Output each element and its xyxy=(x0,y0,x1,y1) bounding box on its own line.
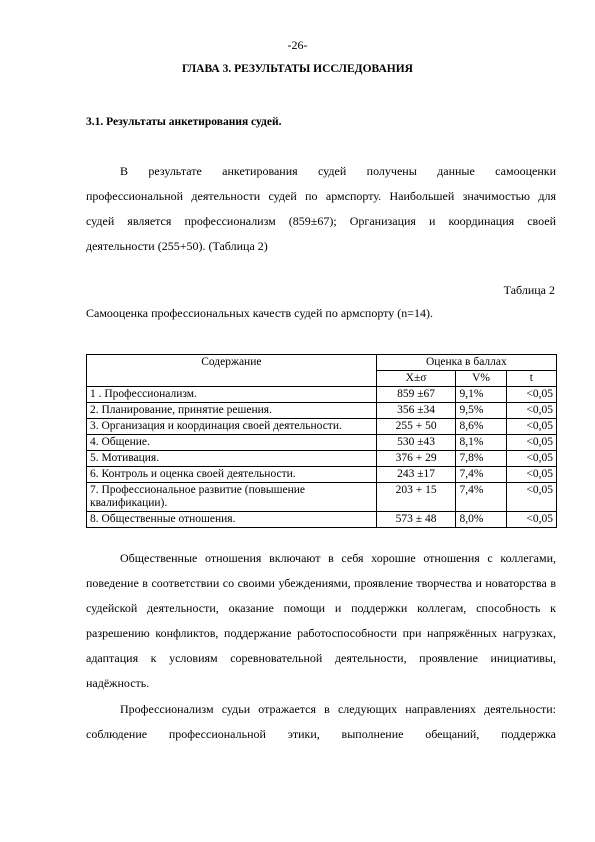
table-row xyxy=(87,387,557,403)
table-row xyxy=(87,451,557,467)
paragraph-line: адаптация к условиям соревновательной деятельности, проявление инициативы, xyxy=(86,651,556,665)
row-variation: 9,5% xyxy=(456,403,506,419)
row-mean: 376 + 29 xyxy=(376,451,456,467)
table-row xyxy=(87,467,557,483)
paragraph-line: судей является профессионализм (859±67); Организация и координация своей xyxy=(86,214,556,228)
row-variation: 8,6% xyxy=(456,419,506,435)
paragraph-line: разрешению конфликтов, поддержание работоспособности при напряжённых нагрузках, xyxy=(86,626,556,640)
paragraph-line: В результате анкетирования судей получены данные самооценки xyxy=(120,164,556,178)
row-variation: 7,4% xyxy=(456,467,506,483)
row-content: 3. Организация и координация своей деятельности. xyxy=(87,419,377,435)
subheader-variation: V% xyxy=(456,371,506,387)
row-t: <0,05 xyxy=(506,512,556,528)
paragraph-line: Общественные отношения включают в себя хорошие отношения с коллегами, xyxy=(120,551,556,565)
subheader-t: t xyxy=(506,371,556,387)
row-t: <0,05 xyxy=(506,483,556,512)
paragraph-line: надёжность. xyxy=(86,676,150,690)
row-t: <0,05 xyxy=(506,451,556,467)
row-content: 4. Общение. xyxy=(87,435,377,451)
row-mean: 530 ±43 xyxy=(376,435,456,451)
row-t: <0,05 xyxy=(506,419,556,435)
paragraph-line: деятельности (255+50). (Таблица 2) xyxy=(86,239,268,253)
intro-paragraph xyxy=(86,159,556,259)
table-header-row xyxy=(87,355,557,371)
chapter-title: ГЛАВА 3. РЕЗУЛЬТАТЫ ИССЛЕДОВАНИЯ xyxy=(182,63,413,75)
row-mean: 243 ±17 xyxy=(376,467,456,483)
row-content: 6. Контроль и оценка своей деятельности. xyxy=(87,467,377,483)
header-content: Содержание xyxy=(87,355,377,387)
row-content: 2. Планирование, принятие решения. xyxy=(87,403,377,419)
paragraph-line: Профессионализм судьи отражается в следующих направлениях деятельности: xyxy=(120,702,556,716)
row-mean: 255 + 50 xyxy=(376,419,456,435)
social-relations-paragraph xyxy=(86,546,556,696)
row-mean: 203 + 15 xyxy=(376,483,456,512)
row-variation: 8,0% xyxy=(456,512,506,528)
row-t: <0,05 xyxy=(506,435,556,451)
row-content: 5. Мотивация. xyxy=(87,451,377,467)
table-row xyxy=(87,512,557,528)
table-row xyxy=(87,435,557,451)
section-title: 3.1. Результаты анкетирования судей. xyxy=(86,116,282,128)
row-t: <0,05 xyxy=(506,467,556,483)
row-t: <0,05 xyxy=(506,387,556,403)
professionalism-paragraph xyxy=(86,697,556,747)
self-assessment-table xyxy=(86,354,557,528)
row-mean: 356 ±34 xyxy=(376,403,456,419)
table-row xyxy=(87,403,557,419)
table-caption: Самооценка профессиональных качеств судей по армспорту (n=14). xyxy=(86,306,434,320)
subheader-mean: X±σ xyxy=(376,371,456,387)
row-variation: 8,1% xyxy=(456,435,506,451)
table-row xyxy=(87,419,557,435)
row-t: <0,05 xyxy=(506,403,556,419)
row-mean: 859 ±67 xyxy=(376,387,456,403)
row-variation: 7,4% xyxy=(456,483,506,512)
paragraph-line: поведение в соответствии со своими убеждениями, проявление творчества и новаторства в xyxy=(86,576,556,590)
table-row xyxy=(87,483,557,512)
table-label: Таблица 2 xyxy=(503,283,555,297)
row-content: 8. Общественные отношения. xyxy=(87,512,377,528)
paragraph-line: профессиональной деятельности судей по армспорту. Наибольшей значимостью для xyxy=(86,189,556,203)
paragraph-line: соблюдение профессиональной этики, выполнение обещаний, поддержка xyxy=(86,727,556,741)
row-content: 1 . Профессионализм. xyxy=(87,387,377,403)
row-variation: 9,1% xyxy=(456,387,506,403)
page-number: -26- xyxy=(287,38,308,52)
row-mean: 573 ± 48 xyxy=(376,512,456,528)
paragraph-line: судейской деятельности, оказание помощи и поддержки коллегам, способность к xyxy=(86,601,556,615)
row-content: 7. Профессиональное развитие (повышение квалификации). xyxy=(87,483,377,512)
row-variation: 7,8% xyxy=(456,451,506,467)
header-score: Оценка в баллах xyxy=(376,355,556,371)
